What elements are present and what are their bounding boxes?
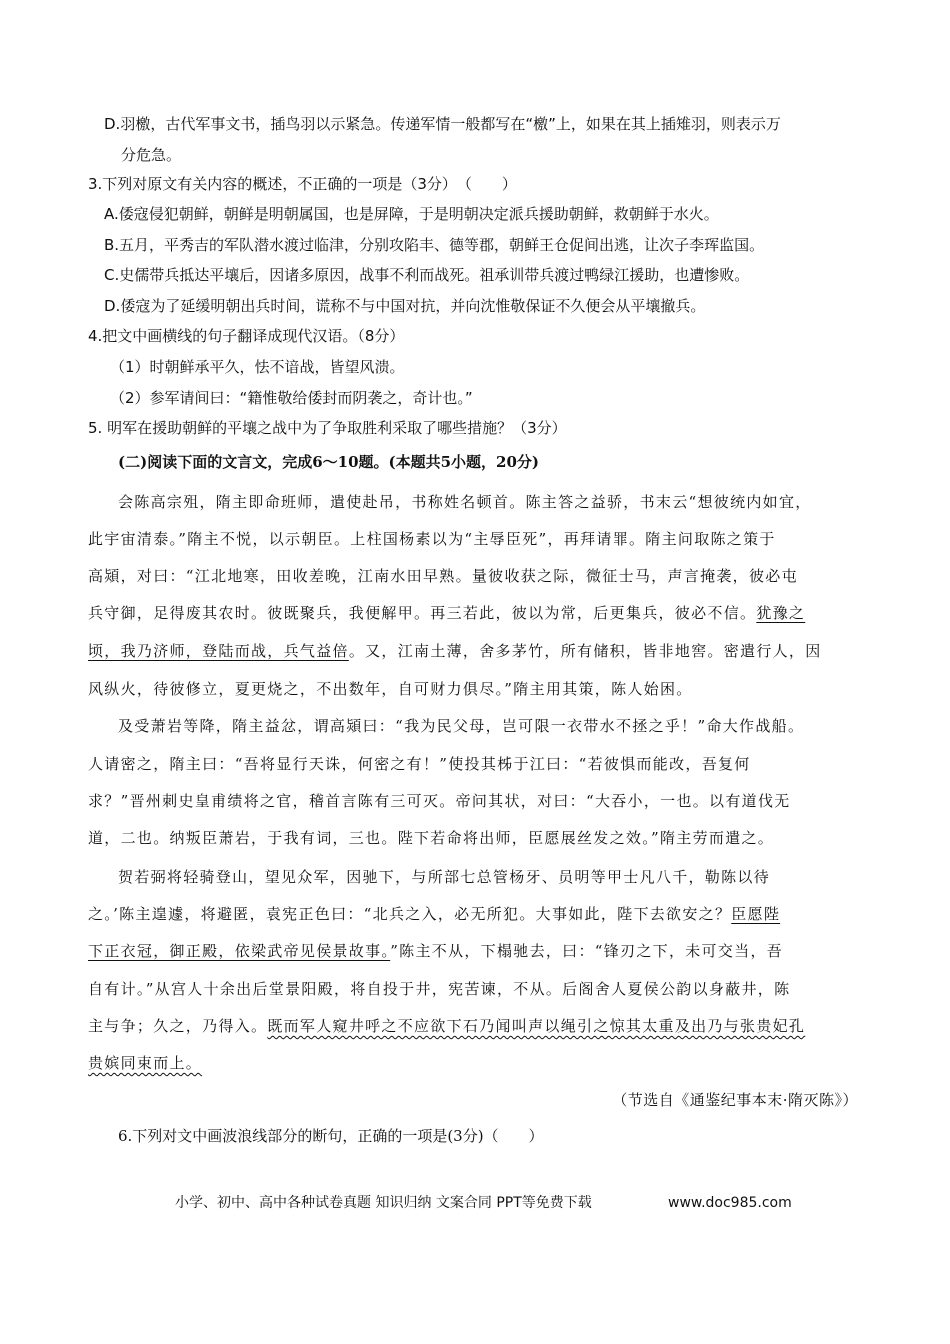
passage-source: （节选自《通鉴纪事本末·隋灭陈》） <box>612 1091 858 1109</box>
underlined-sentence: 下正衣冠，御正殿，依梁武帝见侯景故事。 <box>88 942 391 960</box>
underlined-sentence: 顷，我乃济师，登陆而战，兵气益倍 <box>88 642 349 660</box>
q4-item-1: （1）时朝鲜承平久，怯不谙战，皆望风溃。 <box>110 358 405 376</box>
wavy-underlined-text: 既而军人窥井呼之不应欲下石乃闻叫声以绳引之惊其太重及出乃与张贵妃孔 <box>267 1017 806 1035</box>
passage-text: 主与争；久之，乃得入。 <box>88 1017 268 1035</box>
q2-option-d-line2: 分危急。 <box>121 146 182 164</box>
section2-heading: (二)阅读下面的文言文，完成6～10题。(本题共5小题，20分) <box>118 453 540 471</box>
passage-p3-line6 <box>88 1053 202 1073</box>
passage-p1-line2: 此宇宙清泰。”隋主不悦，以示朝臣。上柱国杨素以为“主辱臣死”，再拜请罪。隋主问取陈之策于 <box>88 530 776 548</box>
passage-p2-line4: 道，二也。纳叛臣萧岩，于我有词，三也。陛下若命将出师，臣愿展丝发之效。”隋主劳而遣之。 <box>88 829 775 847</box>
underlined-sentence: 臣愿陛 <box>731 905 781 923</box>
passage-p1-line1: 会陈高宗殂，隋主即命班师，遣使赴吊，书称姓名顿首。陈主答之益骄，书末云“想彼统内如宜， <box>118 493 812 511</box>
q3-option-d: D.倭寇为了延缓明朝出兵时间，谎称不与中国对抗，并向沈惟敬保证不久便会从平壤撤兵。 <box>104 297 706 315</box>
q3-option-c: C.史儒带兵抵达平壤后，因诸多原因，战事不利而战死。祖承训带兵渡过鸭绿江援助，也遭惨败。 <box>104 266 750 284</box>
q4-item-2: （2）参军请间曰：“籍惟敬给倭封而阴袭之，奇计也。” <box>110 389 473 407</box>
passage-p1-line5 <box>88 641 822 661</box>
passage-p3-line5 <box>88 1016 805 1036</box>
passage-p1-line6: 风纵火，待彼修立，夏更烧之，不出数年，自可财力俱尽。”隋主用其策，陈人始困。 <box>88 680 693 698</box>
passage-text: 兵守御，足得废其农时。彼既聚兵，我便解甲。再三若此，彼以为常，后更集兵，彼必不信。 <box>88 604 757 622</box>
passage-p3-line2 <box>88 904 780 924</box>
passage-text: 之。’陈主遑遽，将避匿，袁宪正色曰：“北兵之入，必无所犯。大事如此，陛下去欲安之？ <box>88 905 732 923</box>
q2-option-d-line1: D.羽檄，古代军事文书，插鸟羽以示紧急。传递军情一般都写在“檄”上，如果在其上插雉羽，则表示万 <box>104 115 781 133</box>
q5-stem: 5. 明军在援助朝鲜的平壤之战中为了争取胜利采取了哪些措施？（3分） <box>88 419 567 437</box>
passage-p1-line4 <box>88 603 805 623</box>
passage-p2-line2: 人请密之，隋主曰：“吾将显行天诛，何密之有！”使投其柹于江曰：“若彼惧而能改，吾复何 <box>88 755 751 773</box>
q3-option-b: B.五月，平秀吉的军队潜水渡过临津，分别攻陷丰、德等郡，朝鲜王仓促间出逃，让次子李珲监国。 <box>104 236 765 254</box>
passage-p3-line4: 自有计。”从宫人十余出后堂景阳殿，将自投于井，宪苦谏，不从。后阁舍人夏侯公韵以身蔽井，陈 <box>88 980 791 998</box>
passage-p2-line1: 及受萧岩等降，隋主益忿，谓高熲曰：“我为民父母，岂可限一衣带水不拯之乎！”命大作战船。 <box>118 717 805 735</box>
passage-p3-line1: 贺若弼将轻骑登山，望见众军，因驰下，与所部七总管杨牙、员明等甲士凡八千，勒陈以待 <box>118 868 771 886</box>
q3-option-a: A.倭寇侵犯朝鲜，朝鲜是明朝属国，也是屏障，于是明朝决定派兵援助朝鲜，救朝鲜于水火。 <box>104 205 719 223</box>
footer-text: 小学、初中、高中各种试卷真题 知识归纳 文案合同 PPT等免费下载 <box>175 1195 592 1211</box>
passage-p1-line3: 高熲，对曰：“江北地寒，田收差晚，江南水田早熟。量彼收获之际，微征士马，声言掩袭，彼必屯 <box>88 567 798 585</box>
q3-stem: 3.下列对原文有关内容的概述，不正确的一项是（3分） （ ） <box>88 175 517 193</box>
passage-text: ”陈主不从，下榻驰去，曰：“锋刃之下，未可交当，吾 <box>390 942 784 960</box>
footer-url[interactable]: www.doc985.com <box>668 1195 792 1211</box>
q4-stem: 4.把文中画横线的句子翻译成现代汉语。（8分） <box>88 327 405 345</box>
q6-stem: 6.下列对文中画波浪线部分的断句，正确的一项是(3分)（ ） <box>118 1127 544 1145</box>
wavy-underlined-text: 贵嫔同束而上。 <box>88 1054 203 1072</box>
passage-p2-line3: 求？”晋州刺史皇甫绩将之官，稽首言陈有三可灭。帝问其状，对曰：“大吞小，一也。以有道伐无 <box>88 792 791 810</box>
underlined-sentence: 犹豫之 <box>756 604 806 622</box>
passage-p3-line3 <box>88 941 783 961</box>
passage-text: 。又，江南土薄，舍多茅竹，所有储积，皆非地窖。密遣行人，因 <box>348 642 822 660</box>
